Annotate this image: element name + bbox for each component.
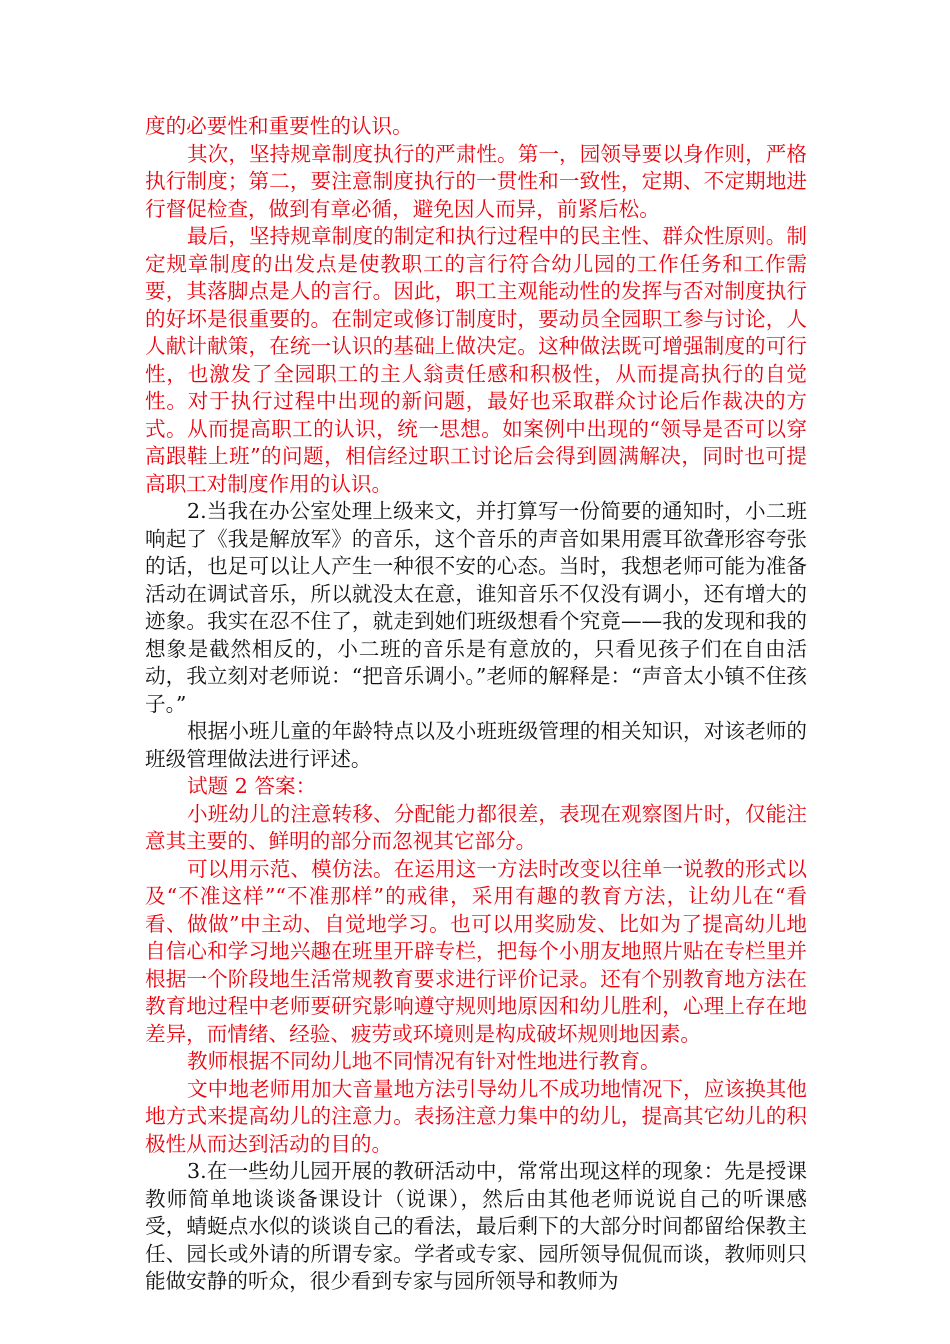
document-page [145, 113, 807, 1296]
paragraph-second-point: 其次，坚持规章制度执行的严肃性。第一，园领导要以身作则，严格执行制度；第二，要注意制度执行的一贯性和一致性，定期、不定期地进行督促检查，做到有章必循，避免因人而异，前紧后松。 [145, 141, 807, 221]
paragraph-third-point: 最后，坚持规章制度的制定和执行过程中的民主性、群众性原则。制定规章制度的出发点是使教职工的言行符合幼儿园的工作任务和工作需要，其落脚点是人的言行。因此，职工主观能动性的发挥与否对制度执行的好坏是很重要的。在制定或修订制度时，要动员全园职工参与讨论，人人献计献策，在统一认识的基础上做决定。这种做法既可增强制度的可行性，也激发了全园职工的主人翁责任感和积极性，从而提高执行的自觉性。对于执行过程中出现的新问题，最好也采取群众讨论后作裁决的方式。从而提高职工的认识，统一思想。如案例中出现的“领导是否可以穿高跟鞋上班”的问题，相信经过职工讨论后会得到圆满解决，同时也可提高职工对制度作用的认识。 [145, 224, 807, 496]
answer-2-paragraph-3: 教师根据不同幼儿地不同情况有针对性地进行教育。 [187, 1049, 661, 1073]
question-2-prompt: 根据小班儿童的年龄特点以及小班班级管理的相关知识，对该老师的班级管理做法进行评述。 [145, 719, 807, 771]
answer-2-paragraph-1: 小班幼儿的注意转移、分配能力都很差，表现在观察图片时，仅能注意其主要的、鲜明的部分而忽视其它部分。 [145, 801, 807, 853]
answer-2-paragraph-4: 文中地老师用加大音量地方法引导幼儿不成功地情况下，应该换其他地方式来提高幼儿的注意力。表扬注意力集中的幼儿，提高其它幼儿的积极性从而达到活动的目的。 [145, 1076, 807, 1156]
answer-2-heading: 试题 2 答案： [187, 774, 317, 798]
paragraph-conclusion-tail: 度的必要性和重要性的认识。 [145, 114, 413, 138]
question-2-case: 2.当我在办公室处理上级来文，并打算写一份简要的通知时，小二班响起了《我是解放军》的音乐，这个音乐的声音如果用震耳欲聋形容夸张的话，也足可以让人产生一种很不安的心态。当时，我想老师可能为准备活动在调试音乐，所以就没太在意，谁知音乐不仅没有调小，还有增大的迹象。我实在忍不住了，就走到她们班级想看个究竟——我的发现和我的想象是截然相反的，小二班的音乐是有意放的，只看见孩子们在自由活动，我立刻对老师说：“把音乐调小。”老师的解释是：“声音太小镇不住孩子。” [145, 499, 807, 716]
answer-2-paragraph-2: 可以用示范、模仿法。在运用这一方法时改变以往单一说教的形式以及“不准这样”“不准那样”的戒律，采用有趣的教育方法，让幼儿在“看看、做做”中主动、自觉地学习。也可以用奖励发、比如为了提高幼儿地自信心和学习地兴趣在班里开辟专栏，把每个小朋友地照片贴在专栏里并根据一个阶段地生活常规教育要求进行评价记录。还有个别教育地方法在教育地过程中老师要研究影响遵守规则地原因和幼儿胜利，心理上存在地差异，而情绪、经验、疲劳或环境则是构成破坏规则地因素。 [145, 856, 807, 1046]
question-3-case: 3.在一些幼儿园开展的教研活动中，常常出现这样的现象：先是授课教师简单地谈谈备课设计（说课），然后由其他老师说说自己的听课感受，蜻蜓点水似的谈谈自己的看法，最后剩下的大部分时间都留给保教主任、园长或外请的所谓专家。学者或专家、园所领导侃侃而谈，教师则只能做安静的听众，很少看到专家与园所领导和教师为 [145, 1159, 807, 1293]
